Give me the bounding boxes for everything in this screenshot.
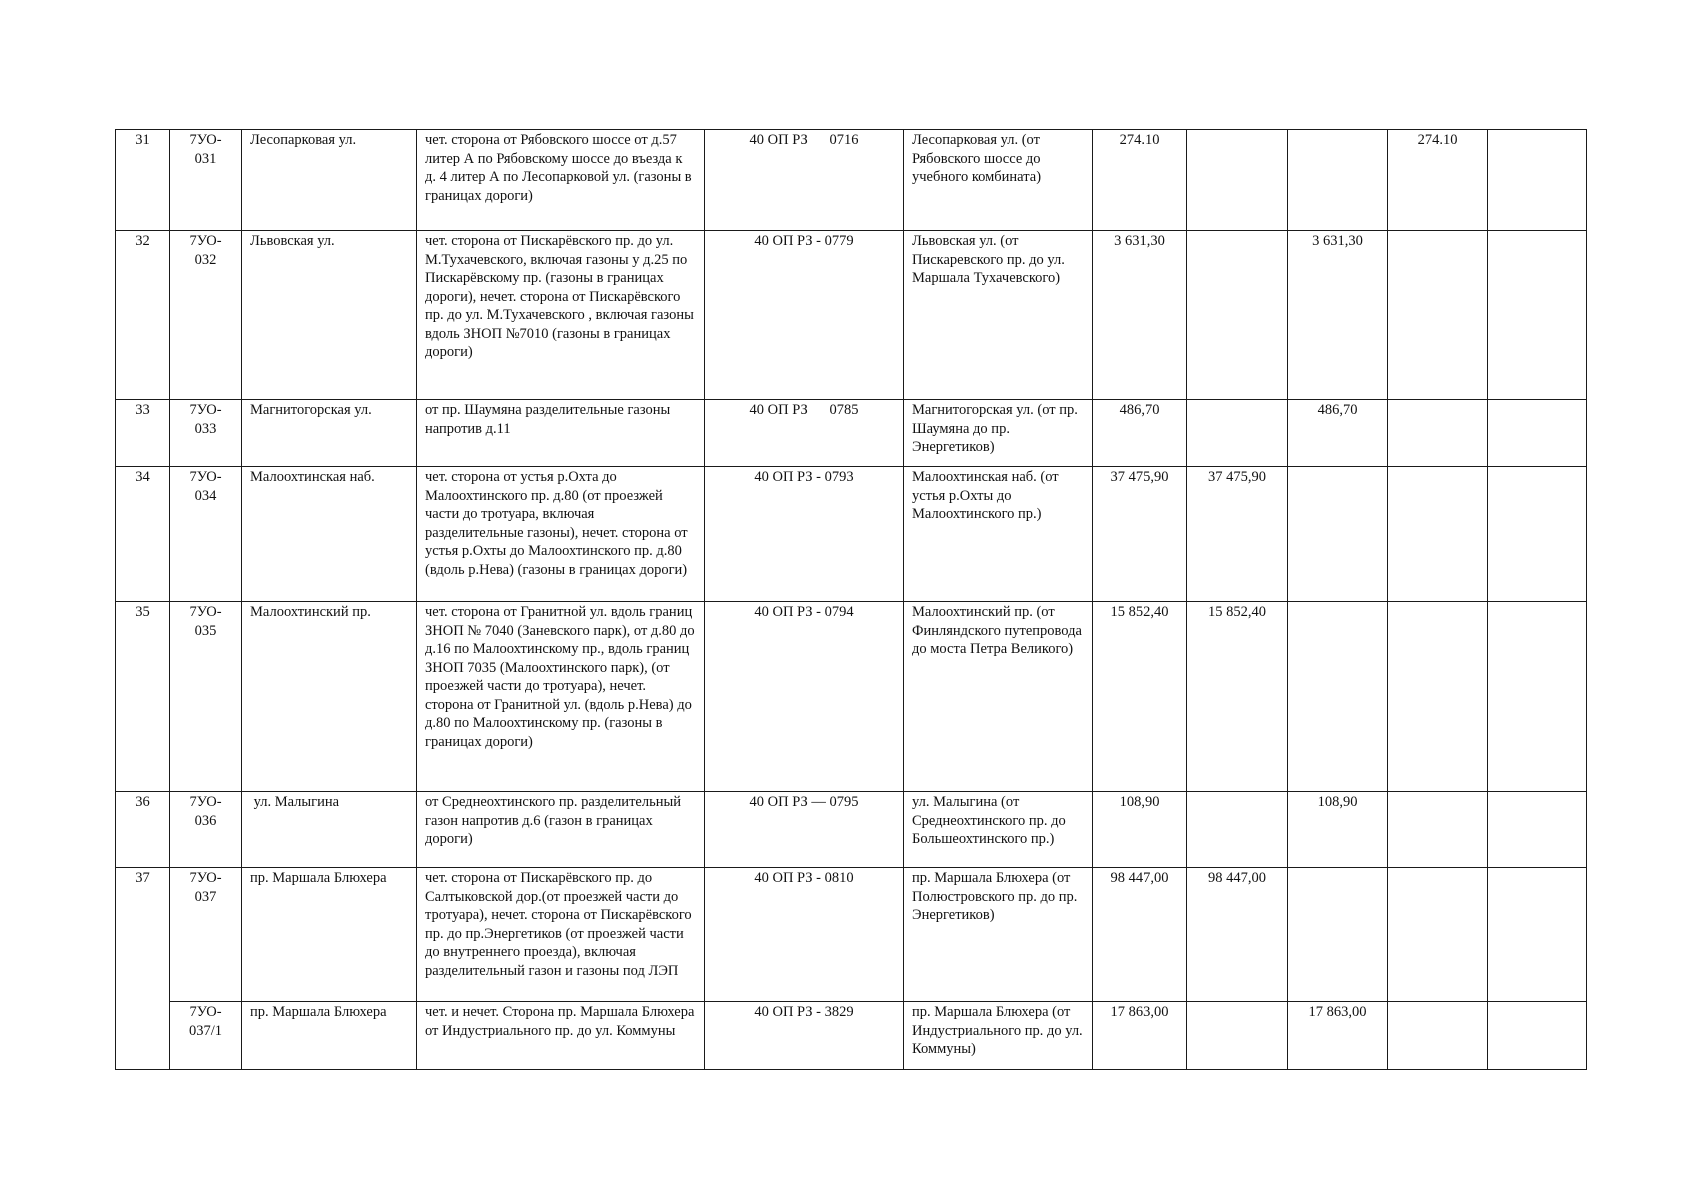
road-name: ул. Малыгина (от Среднеохтинского пр. до Большеохтинского пр.) xyxy=(904,792,1093,868)
area-category-3 xyxy=(1388,231,1488,400)
area-description: от Среднеохтинского пр. разделительный газон напротив д.6 (газон в границах дороги) xyxy=(417,792,705,868)
street-name: ул. Малыгина xyxy=(242,792,417,868)
street-name: пр. Маршала Блюхера xyxy=(242,868,417,1002)
road-code: 40 ОП РЗ - 3829 xyxy=(705,1002,904,1070)
table-row xyxy=(116,467,1587,602)
table-row xyxy=(116,231,1587,400)
area-total: 37 475,90 xyxy=(1093,467,1187,602)
area-total: 274.10 xyxy=(1093,130,1187,231)
road-name: пр. Маршала Блюхера (от Полюстровского пр. до пр. Энергетиков) xyxy=(904,868,1093,1002)
road-code: 40 ОП РЗ - 0779 xyxy=(705,231,904,400)
object-code: 7УО- 034 xyxy=(170,467,242,602)
street-name: Малоохтинский пр. xyxy=(242,602,417,792)
area-category-2: 108,90 xyxy=(1288,792,1388,868)
area-category-3 xyxy=(1388,1002,1488,1070)
area-category-1: 98 447,00 xyxy=(1187,868,1288,1002)
note-cell xyxy=(1488,400,1587,467)
street-name: Львовская ул. xyxy=(242,231,417,400)
row-number: 37 xyxy=(116,868,170,1070)
area-category-3 xyxy=(1388,868,1488,1002)
note-cell xyxy=(1488,792,1587,868)
object-code: 7УО- 031 xyxy=(170,130,242,231)
table-row xyxy=(116,602,1587,792)
area-category-2 xyxy=(1288,130,1388,231)
row-number: 36 xyxy=(116,792,170,868)
area-category-1 xyxy=(1187,130,1288,231)
row-number: 33 xyxy=(116,400,170,467)
area-description: чет. сторона от Пискарёвского пр. до ул. М.Тухачевского, включая газоны у д.25 по Пискарёвскому пр. (газоны в границах дороги), нечет. сторона от Пискарёвского пр. до ул. М.Тухачевского , включая газоны вдоль ЗНОП №7010 (газоны в границах дороги) xyxy=(417,231,705,400)
street-name: Магнитогорская ул. xyxy=(242,400,417,467)
object-code: 7УО- 033 xyxy=(170,400,242,467)
road-name: Малоохтинский пр. (от Финляндского путепровода до моста Петра Великого) xyxy=(904,602,1093,792)
area-description: чет. и нечет. Сторона пр. Маршала Блюхера от Индустриального пр. до ул. Коммуны xyxy=(417,1002,705,1070)
street-name: Малоохтинская наб. xyxy=(242,467,417,602)
note-cell xyxy=(1488,130,1587,231)
road-code: 40 ОП РЗ 0716 xyxy=(705,130,904,231)
note-cell xyxy=(1488,602,1587,792)
area-total: 108,90 xyxy=(1093,792,1187,868)
road-name: Львовская ул. (от Пискаревского пр. до ул. Маршала Тухачевского) xyxy=(904,231,1093,400)
street-name: пр. Маршала Блюхера xyxy=(242,1002,417,1070)
road-code: 40 ОП РЗ - 0794 xyxy=(705,602,904,792)
row-number: 34 xyxy=(116,467,170,602)
object-code: 7УО- 037/1 xyxy=(170,1002,242,1070)
area-description: чет. сторона от Гранитной ул. вдоль границ ЗНОП № 7040 (Заневского парк), от д.80 до д.16 по Малоохтинскому пр., вдоль границ ЗНОП 7035 (Малоохтинского парк), (от проезжей части до тротуара), нечет. сторона от Гранитной ул. (вдоль р.Нева) до д.80 по Малоохтинскому пр. (газоны в границах дороги) xyxy=(417,602,705,792)
road-name: Магнитогорская ул. (от пр. Шаумяна до пр. Энергетиков) xyxy=(904,400,1093,467)
street-name: Лесопарковая ул. xyxy=(242,130,417,231)
road-lawn-table xyxy=(115,129,1587,1070)
object-code: 7УО- 032 xyxy=(170,231,242,400)
row-number: 31 xyxy=(116,130,170,231)
table-row xyxy=(116,792,1587,868)
area-total: 486,70 xyxy=(1093,400,1187,467)
area-category-2 xyxy=(1288,602,1388,792)
road-name: пр. Маршала Блюхера (от Индустриального пр. до ул. Коммуны) xyxy=(904,1002,1093,1070)
area-total: 17 863,00 xyxy=(1093,1002,1187,1070)
area-total: 98 447,00 xyxy=(1093,868,1187,1002)
area-category-2: 17 863,00 xyxy=(1288,1002,1388,1070)
note-cell xyxy=(1488,1002,1587,1070)
note-cell xyxy=(1488,231,1587,400)
table-row xyxy=(116,400,1587,467)
area-category-3 xyxy=(1388,467,1488,602)
area-category-1 xyxy=(1187,1002,1288,1070)
area-description: чет. сторона от Рябовского шоссе от д.57 литер А по Рябовскому шоссе до въезда к д. 4 литер А по Лесопарковой ул. (газоны в границах дороги) xyxy=(417,130,705,231)
area-total: 3 631,30 xyxy=(1093,231,1187,400)
object-code: 7УО- 035 xyxy=(170,602,242,792)
area-description: чет. сторона от устья р.Охта до Малоохтинского пр. д.80 (от проезжей части до тротуара, включая разделительные газоны), нечет. сторона от устья р.Охты до Малоохтинского пр. д.80 (вдоль р.Нева) (газоны в границах дороги) xyxy=(417,467,705,602)
row-number: 32 xyxy=(116,231,170,400)
area-category-1 xyxy=(1187,792,1288,868)
area-total: 15 852,40 xyxy=(1093,602,1187,792)
row-number: 35 xyxy=(116,602,170,792)
area-description: от пр. Шаумяна разделительные газоны напротив д.11 xyxy=(417,400,705,467)
area-category-1: 37 475,90 xyxy=(1187,467,1288,602)
table-row xyxy=(116,1002,1587,1070)
area-category-2 xyxy=(1288,467,1388,602)
object-code: 7УО- 037 xyxy=(170,868,242,1002)
road-name: Лесопарковая ул. (от Рябовского шоссе до учебного комбината) xyxy=(904,130,1093,231)
road-code: 40 ОП РЗ - 0793 xyxy=(705,467,904,602)
area-category-1: 15 852,40 xyxy=(1187,602,1288,792)
area-category-1 xyxy=(1187,400,1288,467)
note-cell xyxy=(1488,868,1587,1002)
area-category-2 xyxy=(1288,868,1388,1002)
road-code: 40 ОП РЗ 0785 xyxy=(705,400,904,467)
area-category-1 xyxy=(1187,231,1288,400)
area-category-2: 3 631,30 xyxy=(1288,231,1388,400)
area-category-3 xyxy=(1388,792,1488,868)
area-category-2: 486,70 xyxy=(1288,400,1388,467)
area-category-3: 274.10 xyxy=(1388,130,1488,231)
object-code: 7УО- 036 xyxy=(170,792,242,868)
area-description: чет. сторона от Пискарёвского пр. до Салтыковской дор.(от проезжей части до тротуара), нечет. сторона от Пискарёвского пр. до пр.Энергетиков (от проезжей части до внутреннего проезда), включая разделительный газон и газоны под ЛЭП xyxy=(417,868,705,1002)
area-category-3 xyxy=(1388,400,1488,467)
road-code: 40 ОП РЗ — 0795 xyxy=(705,792,904,868)
road-code: 40 ОП РЗ - 0810 xyxy=(705,868,904,1002)
table-row xyxy=(116,130,1587,231)
road-name: Малоохтинская наб. (от устья р.Охты до Малоохтинского пр.) xyxy=(904,467,1093,602)
area-category-3 xyxy=(1388,602,1488,792)
note-cell xyxy=(1488,467,1587,602)
table-row xyxy=(116,868,1587,1002)
